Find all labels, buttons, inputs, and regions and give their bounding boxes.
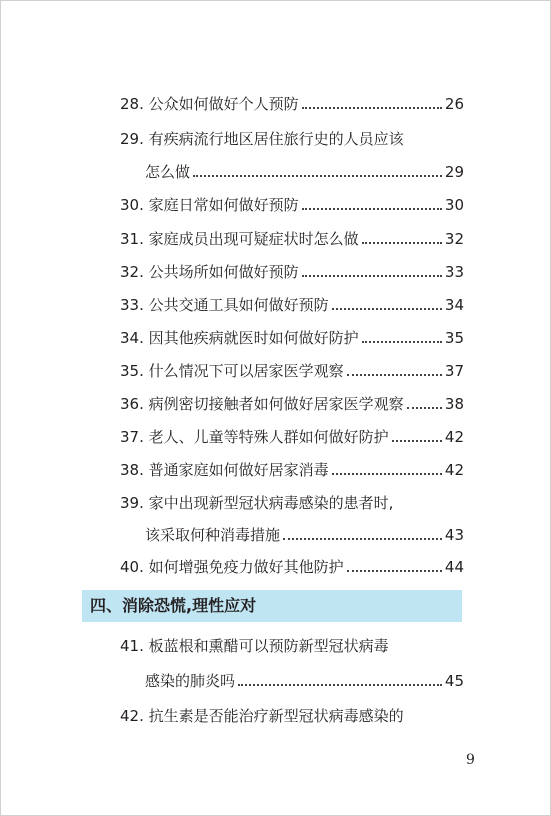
toc-page-number: 37 — [444, 362, 464, 380]
toc-page-number: 43 — [444, 526, 464, 544]
page-number: 9 — [466, 752, 475, 768]
toc-entry-title: 36. 病例密切接触者如何做好居家医学观察 — [120, 395, 404, 413]
toc-entry-29-continuation[interactable] — [145, 158, 464, 182]
toc-entry-title: 41. 板蓝根和熏醋可以预防新型冠状病毒 — [120, 637, 389, 655]
toc-entry-title: 29. 有疾病流行地区居住旅行史的人员应该 — [120, 130, 404, 148]
dot-leader — [362, 341, 442, 343]
toc-entry-title: 38. 普通家庭如何做好居家消毒 — [120, 461, 329, 479]
toc-entry-title: 32. 公共场所如何做好预防 — [120, 263, 299, 281]
toc-entry-34[interactable] — [120, 324, 464, 348]
toc-page-number: 32 — [444, 230, 464, 248]
dot-leader — [302, 208, 442, 210]
toc-page-number: 35 — [444, 329, 464, 347]
dot-leader — [392, 440, 442, 442]
toc-entry-title: 34. 因其他疾病就医时如何做好防护 — [120, 329, 359, 347]
dot-leader — [193, 175, 442, 177]
toc-entry-title: 感染的肺炎吗 — [145, 672, 236, 690]
toc-entry-32[interactable] — [120, 258, 464, 282]
toc-entry-39-continuation[interactable] — [145, 521, 464, 545]
dot-leader — [347, 570, 442, 572]
dot-leader — [302, 275, 442, 277]
toc-entry-35[interactable] — [120, 357, 464, 381]
toc-page-number: 44 — [444, 558, 464, 576]
toc-entry-title: 37. 老人、儿童等特殊人群如何做好防护 — [120, 428, 389, 446]
dot-leader — [238, 684, 442, 686]
dot-leader — [302, 107, 442, 109]
toc-entry-37[interactable] — [120, 423, 464, 447]
toc-entry-41-continuation[interactable] — [145, 667, 464, 691]
toc-page-number: 26 — [444, 95, 464, 113]
dot-leader — [332, 308, 442, 310]
dot-leader — [362, 242, 442, 244]
toc-entry-29[interactable] — [120, 125, 464, 149]
toc-entry-41[interactable] — [120, 632, 464, 656]
dot-leader — [283, 538, 442, 540]
toc-page-number: 30 — [444, 196, 464, 214]
toc-page-number: 29 — [444, 163, 464, 181]
toc-entry-title: 42. 抗生素是否能治疗新型冠状病毒感染的 — [120, 707, 404, 725]
toc-page-number: 33 — [444, 263, 464, 281]
toc-entry-33[interactable] — [120, 291, 464, 315]
toc-page-number: 34 — [444, 296, 464, 314]
toc-entry-30[interactable] — [120, 191, 464, 215]
toc-entry-title: 33. 公共交通工具如何做好预防 — [120, 296, 329, 314]
toc-page-number: 42 — [444, 461, 464, 479]
toc-entry-40[interactable] — [120, 553, 464, 577]
toc-entry-28[interactable] — [120, 90, 464, 114]
toc-entry-title: 35. 什么情况下可以居家医学观察 — [120, 362, 344, 380]
toc-entry-38[interactable] — [120, 456, 464, 480]
dot-leader — [407, 407, 442, 409]
dot-leader — [332, 473, 442, 475]
toc-entry-title: 31. 家庭成员出现可疑症状时怎么做 — [120, 230, 359, 248]
toc-entry-36[interactable] — [120, 390, 464, 414]
toc-entry-42[interactable] — [120, 702, 464, 726]
toc-entry-title: 该采取何种消毒措施 — [145, 526, 281, 544]
toc-page-number: 42 — [444, 428, 464, 446]
dot-leader — [347, 374, 442, 376]
toc-page-number: 45 — [444, 672, 464, 690]
toc-entry-title: 28. 公众如何做好个人预防 — [120, 95, 299, 113]
toc-entry-title: 怎么做 — [145, 163, 191, 181]
toc-entry-31[interactable] — [120, 225, 464, 249]
toc-entry-title: 39. 家中出现新型冠状病毒感染的患者时, — [120, 494, 394, 512]
toc-entry-title: 40. 如何增强免疫力做好其他防护 — [120, 558, 344, 576]
toc-page-number: 38 — [444, 395, 464, 413]
section-heading[interactable]: 四、消除恐慌,理性应对 — [90, 596, 257, 615]
toc-entry-39[interactable] — [120, 489, 464, 513]
toc-entry-title: 30. 家庭日常如何做好预防 — [120, 196, 299, 214]
